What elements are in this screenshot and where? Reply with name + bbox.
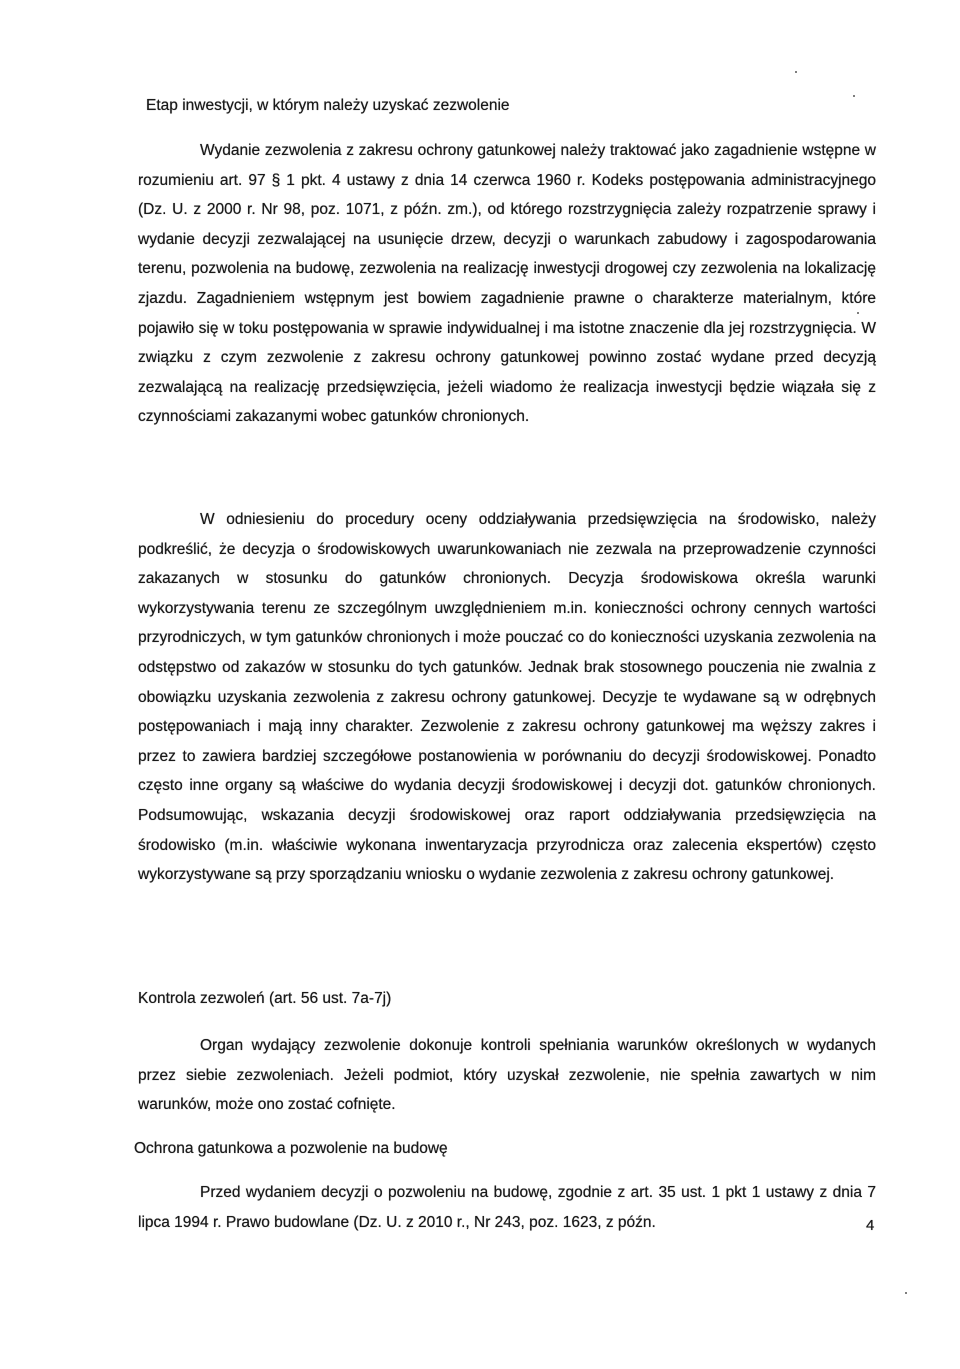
scan-speck (905, 1292, 907, 1294)
paragraph-building-permit: Przed wydaniem decyzji o pozwoleniu na budowę, zgodnie z art. 35 ust. 1 pkt 1 ustawy z dnia 7 lipca 1994 r. Prawo budowlane (Dz. U. z 2010 r., Nr 243, poz. 1623, z późn. (138, 1184, 876, 1231)
paragraph-environmental-decision: W odniesieniu do procedury oceny oddziaływania przedsięwzięcia na środowisko, należy podkreślić, że decyzja o środowiskowych uwarunkowaniach nie zezwala na przeprowadzenie czynności zakazanych w stosunku do gatunków chronionych. Decyzja środowiskowa określa warunki wykorzystywania terenu ze szczególnym uwzględnieniem m.in. konieczności ochrony cennych wartości przyrodniczych, w tym gatunków chronionych i może pouczać co do konieczności uzyskania zezwolenia na odstępstwo od zakazów w stosunku do tych gatunków. Jednak brak stosownego pouczenia nie zwalnia z obowiązku uzyskania zezwolenia z zakresu ochrony gatunkowej. Decyzje te wydawane są w odrębnych postępowaniach i mają inny charakter. Zezwolenie z zakresu ochrony gatunkowej ma węższy zakres i przez to zawiera bardziej szczegółowe postanowienia w porównaniu do decyzji środowiskowej. Ponadto często inne organy są właściwe do wydania decyzji środowiskowej i decyzji dot. gatunków chronionych. Podsumowując, wskazania decyzji środowiskowej oraz raport oddziaływania przedsięwzięcia na środowisko (m.in. właściwie wykonana inwentaryzacja przyrodnicza oraz zalecenia ekspertów) często wykorzystywane są przy sporządzaniu wniosku o wydanie zezwolenia z zakresu ochrony gatunkowej. (138, 511, 876, 884)
scan-speck (857, 312, 859, 314)
section-heading-building-permit: Ochrona gatunkowa a pozwolenie na budowę (134, 1140, 448, 1157)
section-heading-investment-stage: Etap inwestycji, w którym należy uzyskać zezwolenie (146, 97, 510, 114)
section-heading-permit-control: Kontrola zezwoleń (art. 56 ust. 7a-7j) (138, 990, 392, 1007)
paragraph-preliminary-issue: Wydanie zezwolenia z zakresu ochrony gatunkowej należy traktować jako zagadnienie wstępne w rozumieniu art. 97 § 1 pkt. 4 ustawy z dnia 14 czerwca 1960 r. Kodeks postępowania administracyjnego (Dz. U. z 2000 r. Nr 98, poz. 1071, z późn. zm.), od którego rozstrzygnięcia zależy rozpatrzenie sprawy i wydanie decyzji zezwalającej na usunięcie drzew, decyzji o warunkach zabudowy i zagospodarowania terenu, pozwolenia na budowę, zezwolenia na realizację inwestycji drogowej czy zezwolenia na lokalizację zjazdu. Zagadnieniem wstępnym jest bowiem zagadnienie prawne o charakterze materialnym, które pojawiło się w toku postępowania w sprawie indywidualnej i ma istotne znaczenie dla jej rozstrzygnięcia. W związku z czym zezwolenie z zakresu ochrony gatunkowej powinno zostać wydane przed decyzją zezwalającą na realizację przedsięwzięcia, jeżeli wiadomo że realizacja inwestycji będzie wiązała się z czynnościami zakazanymi wobec gatunków chronionych. (138, 142, 876, 426)
scan-speck (795, 71, 797, 73)
scan-speck (853, 95, 855, 97)
page-number: 4 (866, 1217, 875, 1234)
paragraph-permit-control: Organ wydający zezwolenie dokonuje kontroli spełniania warunków określonych w wydanych przez siebie zezwoleniach. Jeżeli podmiot, który uzyskał zezwolenie, nie spełnia zawartych w nim warunków, może ono zostać cofnięte. (138, 1037, 876, 1114)
